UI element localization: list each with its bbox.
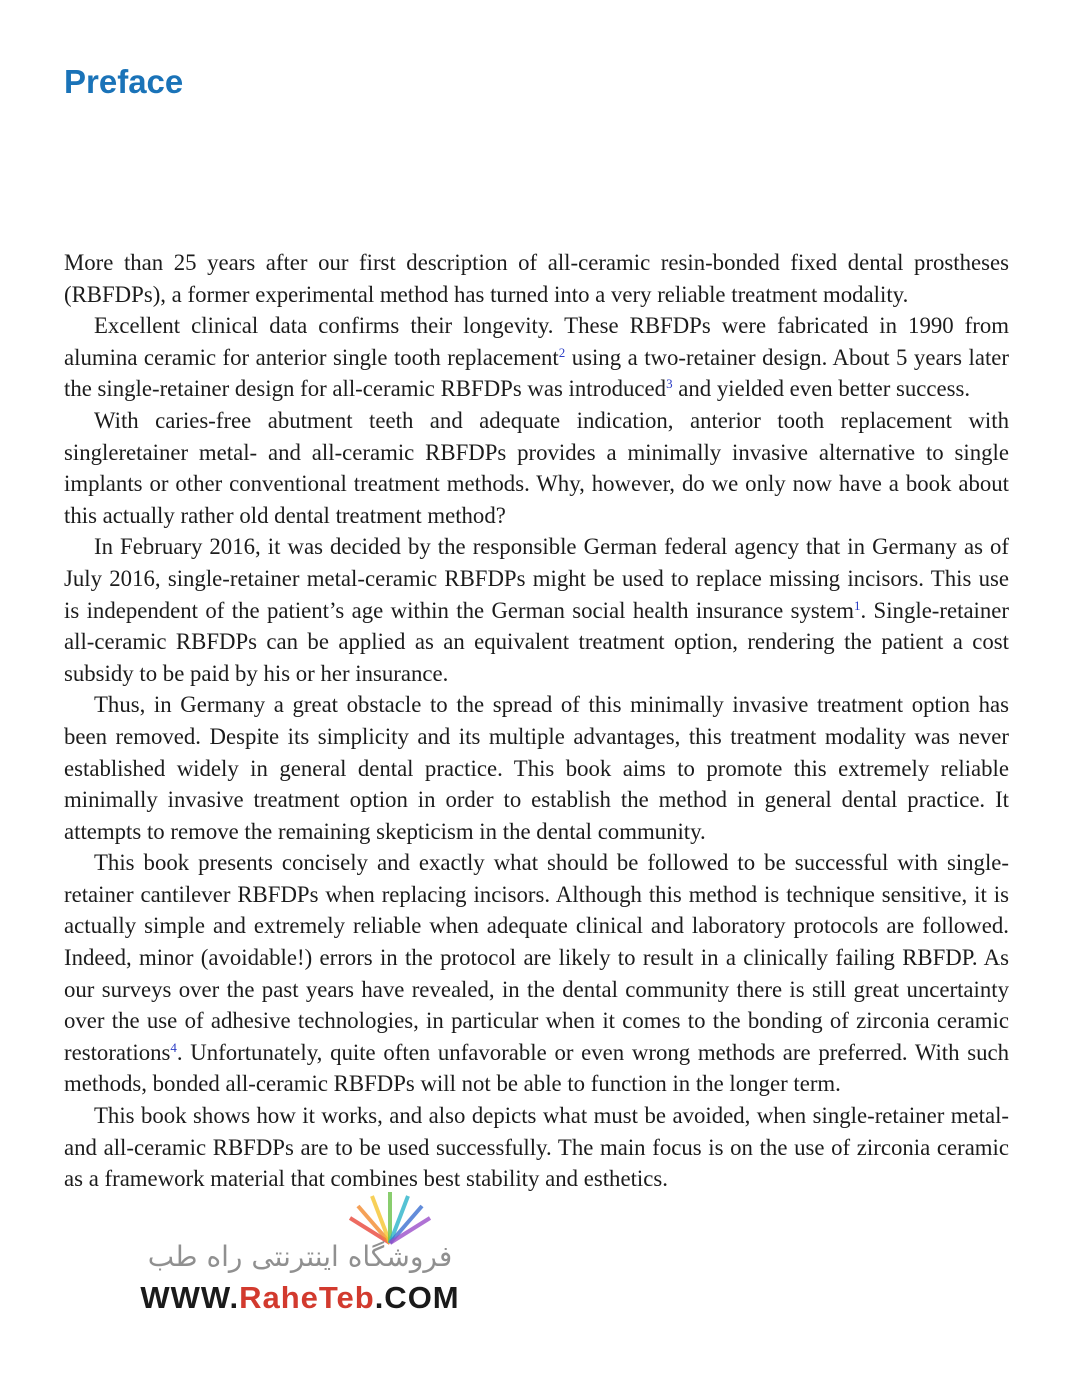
paragraph-5: Thus, in Germany a great obstacle to the spread of this minimally invasive treatment option has been removed. Despite its simplicity and its multiple advantages, this treatment modality was never established widely in general dental practice. This book aims to promote this extremely reliable minimally invasive treatment option in order to establish the method in general dental practice. It attempts to remove the remaining skepticism in the dental community. [64,692,1009,844]
watermark-persian-text: فروشگاه اینترنتی راه طب [147,1240,453,1273]
preface-body [64,247,1009,1195]
reference-link-2[interactable]: 2 [558,344,566,360]
reference-link-3[interactable]: 3 [666,376,673,392]
watermark [120,1188,480,1328]
paragraph-3: With caries-free abutment teeth and adequate indication, anterior tooth replacement with singleretainer metal- and all-ceramic RBFDPs provides a minimally invasive alternative to single implants or other conventional treatment methods. Why, however, do we only now have a book about this actually rather old dental treatment method? [64,407,1009,528]
paragraph-2: Excellent clinical data confirms their longevity. These RBFDPs were fabricated in 1990 from alumina ceramic for anterior single tooth replacement$^2$ using a two-retainer design. About 5 years later the single-retainer design for all-ceramic RBFDPs was introduced$^3$ and yielded even better success. [64,313,1010,402]
paragraph-1: More than 25 years after our first description of all-ceramic resin-bonded fixed dental prostheses (RBFDPs), a former experimental method has turned into a very reliable treatment modality. [64,250,1009,307]
watermark-url: WWW.RaheTeb.COM [140,1280,460,1315]
reference-link-1[interactable]: 1 [853,597,861,613]
paragraph-4: In February 2016, it was decided by the responsible German federal agency that in Germany as of July 2016, single-retainer metal-ceramic RBFDPs might be used to replace missing incisors. This use is independent of the patient’s age within the German social health insurance system$^1$. Single-retainer all-ceramic RBFDPs can be applied as an equivalent treatment option, rendering the patient a cost subsidy to be paid by his or her insurance. [64,534,1010,686]
paragraph-7: This book shows how it works, and also depicts what must be avoided, when single-retainer metal- and all-ceramic RBFDPs are to be used successfully. The main focus is on the use of zirconia ceramic as a framework material that combines best stability and esthetics. [64,1103,1009,1192]
reference-link-4[interactable]: 4 [170,1039,177,1055]
page-title: Preface [64,63,184,100]
book-logo-icon [340,1188,440,1248]
paragraph-6: This book presents concisely and exactly what should be followed to be successful with single-retainer cantilever RBFDPs when replacing incisors. Although this method is technique sensitive, it is actually simple and extremely reliable when adequate clinical and laboratory protocols are followed. Indeed, minor (avoidable!) errors in the protocol are likely to result in a clinically failing RBFDP. As our surveys over the past years have revealed, in the dental community there is still great uncertainty over the use of adhesive technologies, in particular when it comes to the bonding of zirconia ceramic restorations$^4$. Unfortunately, quite often unfavorable or even wrong methods are preferred. With such methods, bonded all-ceramic RBFDPs will not be able to function in the longer term. [64,850,1009,1097]
